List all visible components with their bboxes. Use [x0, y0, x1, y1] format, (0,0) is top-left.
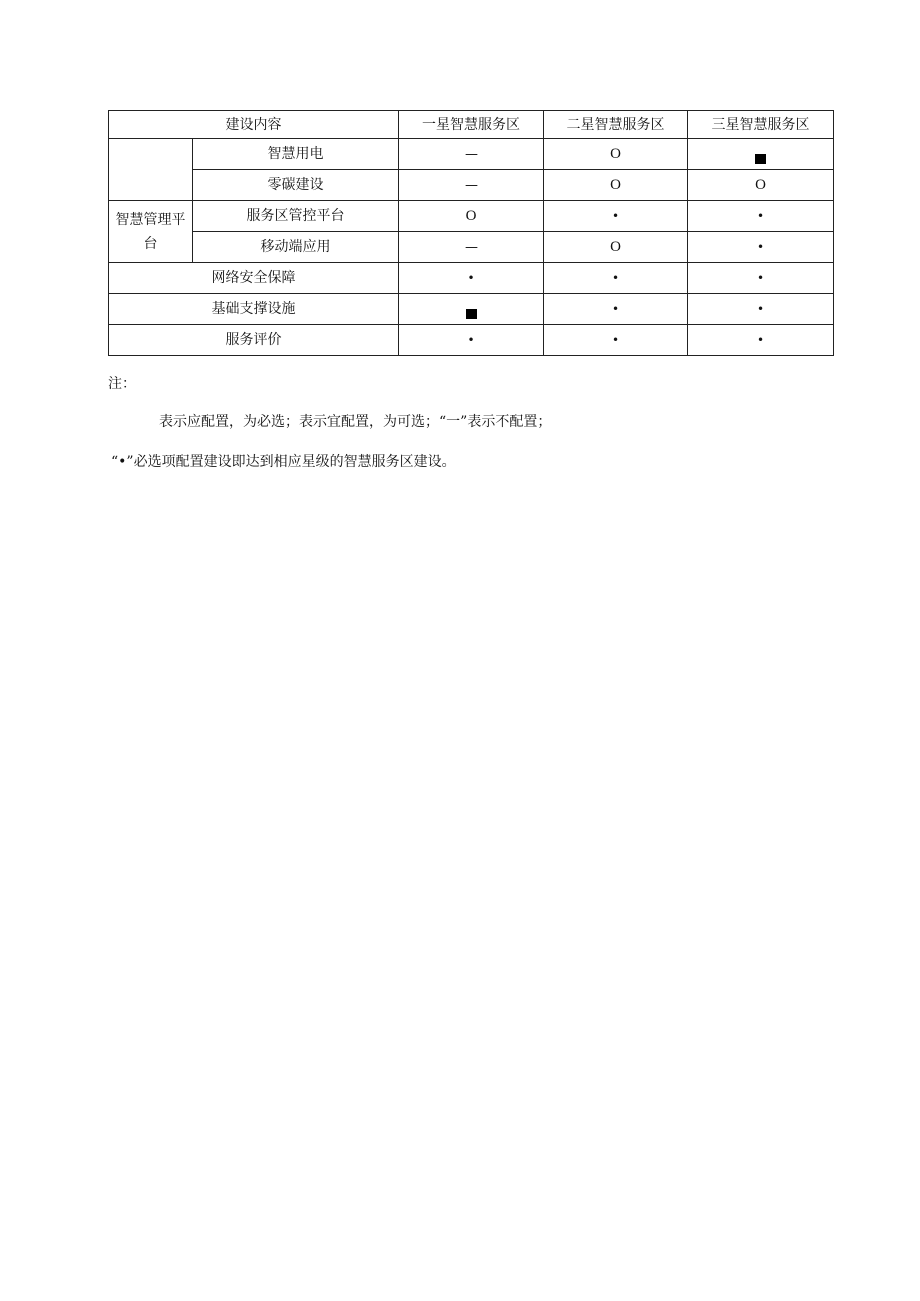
row-name: 移动端应用 [193, 232, 399, 263]
cell-one-star: — [399, 170, 544, 201]
row-name: 智慧用电 [193, 139, 399, 170]
cell-three-star: • [688, 325, 834, 356]
cell-one-star [399, 294, 544, 325]
filled-square-icon [755, 154, 766, 164]
note-title: 注： [108, 376, 136, 392]
cell-one-star: • [399, 263, 544, 294]
cell-two-star: • [544, 201, 688, 232]
header-three-star: 三星智慧服务区 [688, 111, 834, 139]
row-name: 基础支撑设施 [109, 294, 399, 325]
table-row [109, 170, 834, 201]
header-content: 建设内容 [109, 111, 399, 139]
cell-two-star: • [544, 325, 688, 356]
cell-one-star: O [399, 201, 544, 232]
cell-three-star [688, 139, 834, 170]
cell-three-star: • [688, 232, 834, 263]
cell-two-star: O [544, 170, 688, 201]
cell-one-star: — [399, 139, 544, 170]
row-name: 服务评价 [109, 325, 399, 356]
row-name: 服务区管控平台 [193, 201, 399, 232]
table-row [109, 325, 834, 356]
note-requirement-line: “•”必选项配置建设即达到相应星级的智慧服务区建设。 [111, 454, 456, 470]
cell-three-star: • [688, 294, 834, 325]
row-name: 零碳建设 [193, 170, 399, 201]
empty-group-cell [109, 139, 193, 201]
note-legend-line: 表示应配置，为必选；表示宜配置，为可选；“一”表示不配置； [159, 414, 552, 430]
cell-one-star: — [399, 232, 544, 263]
cell-three-star: O [688, 170, 834, 201]
table-row [109, 139, 834, 170]
requirements-table [108, 110, 834, 356]
group-label: 智慧管理平台 [109, 201, 193, 263]
cell-two-star: • [544, 294, 688, 325]
row-name: 网络安全保障 [109, 263, 399, 294]
table-row [109, 263, 834, 294]
table-row [109, 232, 834, 263]
cell-two-star: • [544, 263, 688, 294]
header-two-star: 二星智慧服务区 [544, 111, 688, 139]
filled-square-icon [466, 309, 477, 319]
table-header-row [109, 111, 834, 139]
cell-three-star: • [688, 263, 834, 294]
table-row [109, 294, 834, 325]
table-row [109, 201, 834, 232]
cell-one-star: • [399, 325, 544, 356]
cell-two-star: O [544, 139, 688, 170]
header-one-star: 一星智慧服务区 [399, 111, 544, 139]
cell-three-star: • [688, 201, 834, 232]
cell-two-star: O [544, 232, 688, 263]
